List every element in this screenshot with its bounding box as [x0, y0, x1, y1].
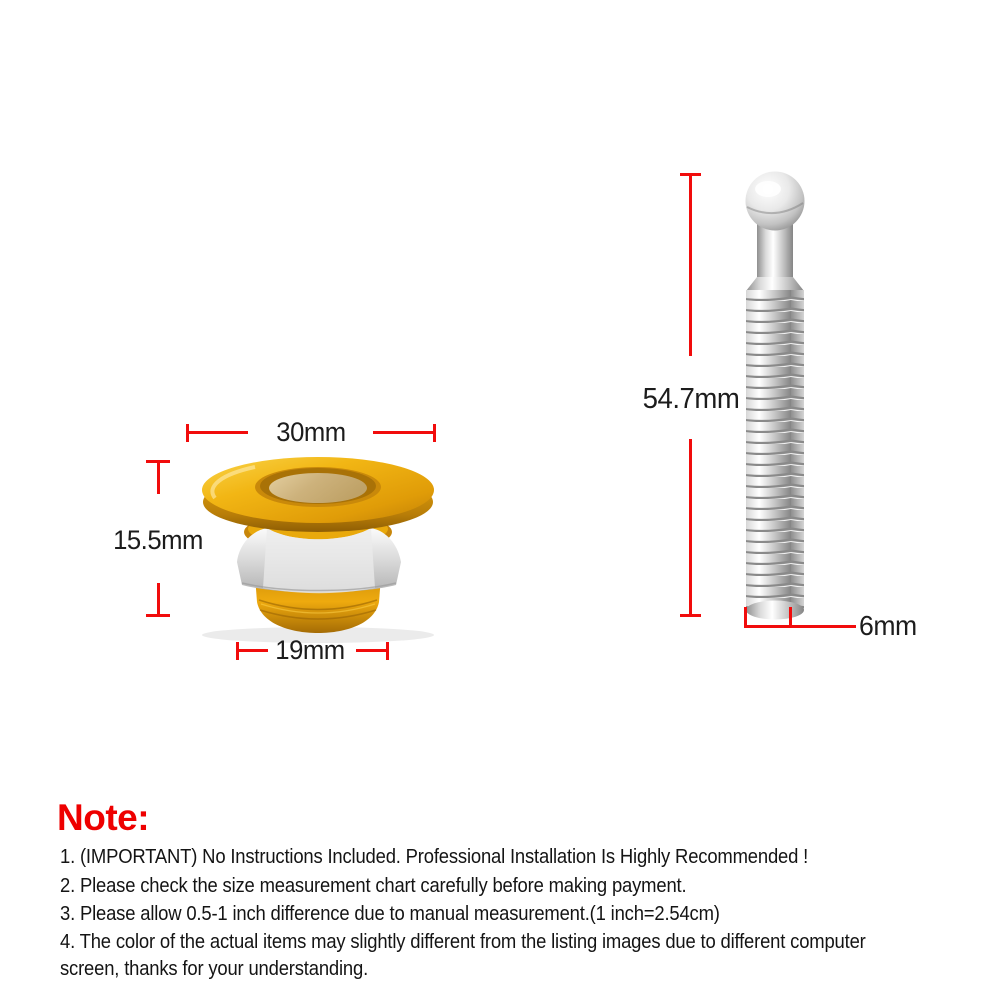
- dim-line: [236, 649, 268, 652]
- dim-line: [373, 431, 435, 434]
- dim-tick: [433, 424, 436, 442]
- dim-line: [744, 625, 856, 628]
- note-heading: Note:: [57, 797, 150, 838]
- dim-line: [157, 583, 160, 616]
- dim-tick: [146, 614, 170, 617]
- note-item-4-line-2: screen, thanks for your understanding.: [60, 957, 369, 980]
- dim-label-base-width: 19mm: [275, 635, 345, 665]
- dim-label-height: 15.5mm: [113, 525, 203, 555]
- note-item-3: 3. Please allow 0.5-1 inch difference due to manual measurement.(1 inch=2.54cm): [60, 902, 720, 925]
- dim-tick: [386, 642, 389, 660]
- dim-line: [689, 173, 692, 356]
- note-item-2: 2. Please check the size measurement chart carefully before making payment.: [60, 874, 687, 897]
- dim-line: [157, 460, 160, 494]
- dim-label-top-width: 30mm: [276, 417, 346, 447]
- dim-line: [689, 439, 692, 617]
- dim-label-screw-length: 54.7mm: [642, 383, 740, 415]
- dim-line: [186, 431, 248, 434]
- dim-label-screw-diameter: 6mm: [859, 610, 917, 641]
- note-item-4-line-1: 4. The color of the actual items may slightly different from the listing images due to different computer: [60, 930, 866, 953]
- note-item-1: 1. (IMPORTANT) No Instructions Included. Professional Installation Is Highly Recommended !: [60, 845, 809, 868]
- dim-line: [356, 649, 388, 652]
- dim-tick: [680, 614, 701, 617]
- gold-latch-button-graphic: [195, 450, 445, 650]
